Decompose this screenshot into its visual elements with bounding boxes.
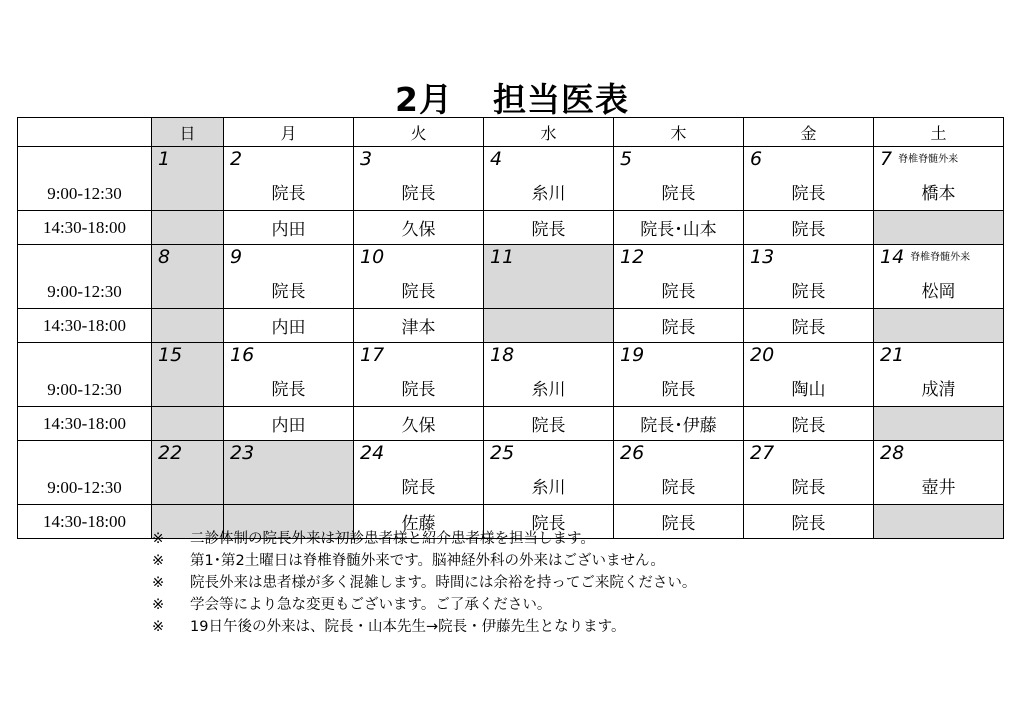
doctor-am: 陶山 — [791, 380, 826, 400]
day-cell-am — [614, 245, 744, 309]
note-item — [152, 528, 696, 550]
day-number: 2 — [230, 148, 243, 170]
doctor-am: 院長 — [791, 184, 826, 204]
day-number-wrap — [230, 246, 242, 268]
day-cell-am — [614, 343, 744, 407]
day-cell-am — [874, 441, 1004, 505]
saturday-note: 脊椎脊髄外来 — [910, 252, 971, 263]
day-cell-am — [484, 343, 614, 407]
day-number-wrap — [620, 148, 632, 170]
doctor-pm — [152, 309, 224, 343]
day-cell-am — [484, 441, 614, 505]
doctor-pm: 院長 — [744, 407, 874, 441]
day-number-wrap — [360, 344, 384, 366]
title-month: 2月 — [395, 80, 453, 119]
doctor-pm — [152, 407, 224, 441]
weekday-header: 金 — [744, 118, 874, 147]
schedule-table — [17, 117, 1004, 539]
day-number-wrap — [620, 344, 644, 366]
note-item — [152, 572, 696, 594]
time-slot-am: 9:00-12:30 — [18, 343, 152, 407]
doctor-pm: 院長 — [614, 505, 744, 539]
day-number-wrap — [880, 442, 904, 464]
note-mark: ※ — [152, 619, 165, 635]
time-slot-pm: 14:30-18:00 — [18, 309, 152, 343]
doctor-pm — [874, 309, 1004, 343]
doctor-am: 成清 — [921, 380, 956, 400]
day-cell-am — [224, 245, 354, 309]
day-number: 16 — [230, 344, 255, 366]
day-number-wrap — [158, 442, 182, 464]
day-number: 18 — [490, 344, 515, 366]
day-number-wrap — [620, 246, 644, 268]
day-number: 19 — [620, 344, 645, 366]
day-number: 4 — [490, 148, 503, 170]
day-number-wrap — [880, 246, 970, 268]
day-number: 15 — [158, 344, 183, 366]
day-cell-am — [152, 245, 224, 309]
doctor-pm: 院長･伊藤 — [614, 407, 744, 441]
doctor-pm: 内田 — [224, 211, 354, 245]
day-number: 28 — [880, 442, 905, 464]
day-number: 26 — [620, 442, 645, 464]
note-mark: ※ — [152, 553, 165, 569]
day-cell-am — [224, 441, 354, 505]
day-cell-am — [354, 245, 484, 309]
doctor-pm: 院長 — [484, 505, 614, 539]
doctor-am: 院長 — [401, 184, 436, 204]
doctor-am: 壺井 — [921, 478, 956, 498]
time-slot-pm: 14:30-18:00 — [18, 505, 152, 539]
day-number-wrap — [230, 148, 242, 170]
note-mark: ※ — [152, 575, 165, 591]
day-number: 9 — [230, 246, 243, 268]
day-number: 12 — [620, 246, 645, 268]
doctor-am: 糸川 — [531, 184, 566, 204]
day-cell-am — [744, 343, 874, 407]
weekday-header: 木 — [614, 118, 744, 147]
doctor-pm: 内田 — [224, 309, 354, 343]
day-number: 24 — [360, 442, 385, 464]
doctor-pm: 佐藤 — [354, 505, 484, 539]
doctor-pm: 久保 — [354, 407, 484, 441]
day-number-wrap — [750, 246, 774, 268]
day-cell-am — [152, 441, 224, 505]
day-cell-am — [224, 343, 354, 407]
doctor-pm — [874, 505, 1004, 539]
header-corner — [18, 118, 152, 147]
day-number-wrap — [750, 148, 762, 170]
day-number-wrap — [158, 246, 170, 268]
weekday-header: 水 — [484, 118, 614, 147]
doctor-pm: 津本 — [354, 309, 484, 343]
doctor-am: 院長 — [271, 184, 306, 204]
day-number-wrap — [620, 442, 644, 464]
day-cell-am — [874, 343, 1004, 407]
doctor-pm — [874, 407, 1004, 441]
day-number-wrap — [880, 148, 958, 170]
time-slot-am: 9:00-12:30 — [18, 245, 152, 309]
day-number-wrap — [490, 442, 514, 464]
doctor-am: 院長 — [661, 282, 696, 302]
time-slot-pm: 14:30-18:00 — [18, 211, 152, 245]
notes-list — [152, 528, 696, 638]
weekday-header: 日 — [152, 118, 224, 147]
doctor-pm — [874, 211, 1004, 245]
doctor-am: 院長 — [401, 380, 436, 400]
note-text: 19日午後の外来は、院長・山本先生→院長・伊藤先生となります。 — [190, 619, 626, 635]
doctor-pm — [484, 309, 614, 343]
day-number: 3 — [360, 148, 373, 170]
day-number-wrap — [880, 344, 904, 366]
time-slot-pm: 14:30-18:00 — [18, 407, 152, 441]
doctor-pm: 院長 — [614, 309, 744, 343]
day-number-wrap — [158, 148, 170, 170]
note-item — [152, 594, 696, 616]
day-number-wrap — [750, 344, 774, 366]
day-number: 14 — [880, 246, 905, 268]
day-number: 22 — [158, 442, 183, 464]
day-cell-am — [744, 441, 874, 505]
doctor-am: 院長 — [401, 478, 436, 498]
day-cell-am — [152, 343, 224, 407]
note-text: 院長外来は患者様が多く混雑します。時間には余裕を持ってご来院ください。 — [190, 575, 697, 591]
doctor-am: 糸川 — [531, 478, 566, 498]
doctor-am: 糸川 — [531, 380, 566, 400]
day-cell-am — [874, 245, 1004, 309]
day-number: 5 — [620, 148, 633, 170]
note-mark: ※ — [152, 597, 165, 613]
am-row — [18, 343, 1004, 407]
doctor-am: 院長 — [661, 478, 696, 498]
am-row — [18, 147, 1004, 211]
day-number-wrap — [490, 148, 502, 170]
pm-row — [18, 309, 1004, 343]
weekday-header-row — [18, 118, 1004, 147]
day-cell-am — [744, 147, 874, 211]
day-number: 20 — [750, 344, 775, 366]
note-item — [152, 616, 696, 638]
day-cell-am — [152, 147, 224, 211]
pm-row — [18, 211, 1004, 245]
time-slot-am: 9:00-12:30 — [18, 147, 152, 211]
day-number: 11 — [490, 246, 515, 268]
day-number: 17 — [360, 344, 385, 366]
day-number-wrap — [360, 148, 372, 170]
day-number-wrap — [750, 442, 774, 464]
day-number: 1 — [158, 148, 171, 170]
day-number: 25 — [490, 442, 515, 464]
doctor-am: 院長 — [791, 282, 826, 302]
day-cell-am — [484, 245, 614, 309]
day-number: 21 — [880, 344, 905, 366]
doctor-pm: 内田 — [224, 407, 354, 441]
day-cell-am — [614, 147, 744, 211]
saturday-note: 脊椎脊髄外来 — [898, 154, 959, 165]
doctor-pm: 院長 — [484, 211, 614, 245]
day-number: 23 — [230, 442, 255, 464]
doctor-am: 院長 — [661, 380, 696, 400]
day-number: 10 — [360, 246, 385, 268]
weekday-header: 月 — [224, 118, 354, 147]
day-number: 27 — [750, 442, 775, 464]
day-number-wrap — [230, 442, 254, 464]
doctor-am: 院長 — [791, 478, 826, 498]
day-number: 6 — [750, 148, 763, 170]
day-number: 7 — [880, 148, 893, 170]
am-row — [18, 441, 1004, 505]
note-text: 第1･第2土曜日は脊椎脊髄外来です。脳神経外科の外来はございません。 — [190, 553, 665, 569]
doctor-am: 院長 — [271, 282, 306, 302]
day-cell-am — [874, 147, 1004, 211]
page-title — [0, 74, 1024, 121]
weekday-header: 土 — [874, 118, 1004, 147]
am-row — [18, 245, 1004, 309]
day-cell-am — [744, 245, 874, 309]
doctor-am: 橋本 — [921, 184, 956, 204]
day-cell-am — [354, 343, 484, 407]
doctor-am: 院長 — [661, 184, 696, 204]
doctor-am: 院長 — [271, 380, 306, 400]
doctor-pm: 院長 — [744, 309, 874, 343]
day-cell-am — [484, 147, 614, 211]
doctor-pm: 院長 — [744, 211, 874, 245]
day-number-wrap — [490, 246, 514, 268]
note-mark: ※ — [152, 531, 165, 547]
doctor-pm: 久保 — [354, 211, 484, 245]
doctor-pm: 院長･山本 — [614, 211, 744, 245]
note-text: 学会等により急な変更もございます。ご了承ください。 — [190, 597, 552, 613]
day-cell-am — [354, 147, 484, 211]
weekday-header: 火 — [354, 118, 484, 147]
doctor-pm: 院長 — [744, 505, 874, 539]
doctor-pm: 院長 — [484, 407, 614, 441]
day-number-wrap — [360, 442, 384, 464]
time-slot-am: 9:00-12:30 — [18, 441, 152, 505]
doctor-am: 松岡 — [921, 282, 956, 302]
doctor-am: 院長 — [401, 282, 436, 302]
title-text: 担当医表 — [492, 80, 629, 119]
pm-row — [18, 407, 1004, 441]
note-text: 二診体制の院長外来は初診患者様と紹介患者様を担当します。 — [190, 531, 595, 547]
day-number-wrap — [158, 344, 182, 366]
day-number: 13 — [750, 246, 775, 268]
day-cell-am — [354, 441, 484, 505]
day-number-wrap — [230, 344, 254, 366]
day-number-wrap — [490, 344, 514, 366]
doctor-pm — [152, 211, 224, 245]
day-number: 8 — [158, 246, 171, 268]
note-item — [152, 550, 696, 572]
day-cell-am — [614, 441, 744, 505]
day-number-wrap — [360, 246, 384, 268]
day-cell-am — [224, 147, 354, 211]
